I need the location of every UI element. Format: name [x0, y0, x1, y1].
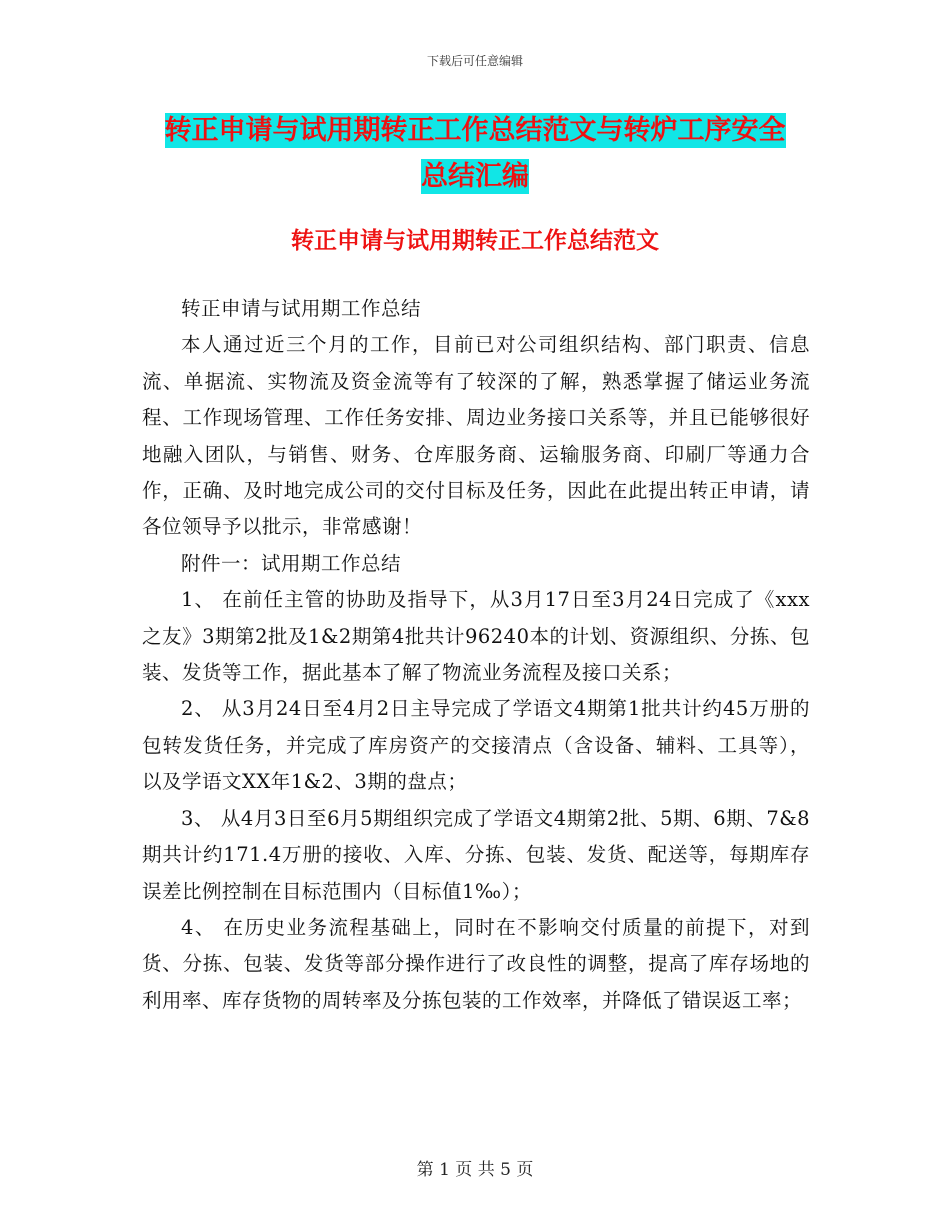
paragraph-item-4: 4、 在历史业务流程基础上，同时在不影响交付质量的前提下，对到货、分拣、包装、发货等部分操作进行了改良性的调整，提高了库存场地的利用率、库存货物的周转率及分拣包装的工作效率，并降低了错误返工率； — [142, 915, 810, 1012]
paragraph-item-1: 1、 在前任主管的协助及指导下，从3月17日至3月24日完成了《xxx之友》3期第2批及1&2期第4批共计96240本的计划、资源组织、分拣、包装、发货等工作，据此基本了解了物流业务流程及接口关系； — [142, 588, 810, 685]
document-title-line-2: 总结汇编 — [421, 161, 529, 192]
paragraph-item-3: 3、 从4月3日至6月5期组织完成了学语文4期第2批、5期、6期、7&8期共计约171.4万册的接收、入库、分拣、包装、发货、配送等，每期库存误差比例控制在目标范围内（目标值1‰）； — [142, 806, 810, 903]
paragraph-heading: 转正申请与试用期工作总结 — [181, 297, 422, 320]
paragraph-item-2: 2、 从3月24日至4月2日主导完成了学语文4期第1批共计约45万册的包转发货任务，并完成了库房资产的交接清点（含设备、辅料、工具等），以及学语文XX年1&2、3期的盘点； — [142, 697, 810, 794]
paragraph-appendix: 附件一：试用期工作总结 — [181, 551, 402, 575]
document-title-line-1: 转正申请与试用期转正工作总结范文与转炉工序安全 — [164, 115, 786, 146]
header-note: 下载后可任意编辑 — [426, 54, 523, 68]
document-body — [142, 291, 810, 1019]
paragraph: 本人通过近三个月的工作，目前已对公司组织结构、部门职责、信息流、单据流、实物流及资金流等有了较深的了解，熟悉掌握了储运业务流程、工作现场管理、工作任务安排、周边业务接口关系等，并且已能够很好地融入团队，与销售、财务、仓库服务商、运输服务商、印刷厂等通力合作，正确、及时地完成公司的交付目标及任务，因此在此提出转正申请，请各位领导予以批示，非常感谢！ — [142, 333, 810, 539]
document-title — [140, 108, 810, 200]
page-number: 第 1 页 共 5 页 — [416, 1160, 534, 1180]
section-title: 转正申请与试用期转正工作总结范文 — [291, 228, 659, 254]
